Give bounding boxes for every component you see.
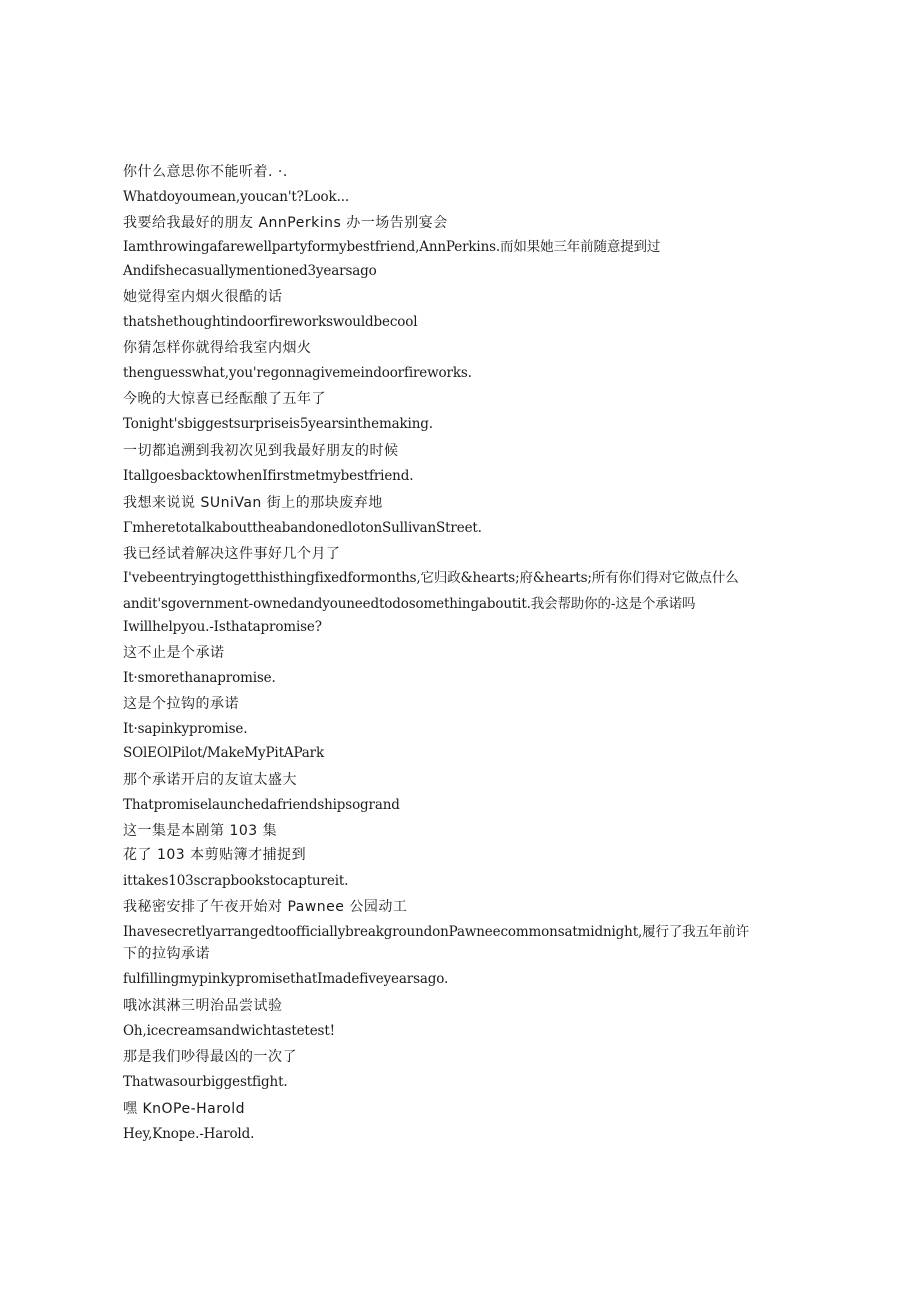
subtitle-line-zh: 这是个拉钩的承诺 [123,696,239,712]
subtitle-line-zh: 我想来说说 SUniVan 街上的那块废弃地 [123,495,383,511]
subtitle-line-en: ittakes103scrapbookstocaptureit. [123,873,349,889]
subtitle-line-en: SOlEOlPilot/MakeMyPitAPark [123,745,325,761]
subtitle-line-en: fulfillingmypinkypromisethatImadefiveyearsago. [123,971,449,987]
subtitle-line-en: ΓmheretotalkabouttheabandonedlotonSullivanStreet. [123,520,482,536]
subtitle-line-en: IhavesecretlyarrangedtoofficiallybreakgroundonPawneecommonsatmidnight,履行了我五年前许 [123,924,749,940]
subtitle-line-zh: 那是我们吵得最凶的一次了 [123,1049,297,1065]
subtitle-line-zh: 你什么意思你不能听着. ·. [123,164,288,180]
subtitle-line-en: ItallgoesbacktowhenIfirstmetmybestfriend. [123,468,414,484]
subtitle-line-en: It·sapinkypromise. [123,721,248,737]
subtitle-line-zh: 今晚的大惊喜已经酝酿了五年了 [123,391,326,407]
subtitle-line-en: Hey,Knope.-Harold. [123,1126,255,1142]
subtitle-line-zh: 这不止是个承诺 [123,645,225,661]
subtitle-line-en: andit'sgovernment-ownedandyouneedtodosomethingaboutit.我会帮助你的-这是个承诺吗 [123,596,696,612]
subtitle-line-en: Andifshecasuallymentioned3yearsago [123,263,377,279]
subtitle-line-zh: 嘿 KnOPe-Harold [123,1101,246,1117]
subtitle-line-en: It·smorethanapromise. [123,670,276,686]
subtitle-line-zh: 下的拉钩承诺 [123,946,210,962]
subtitle-line-zh: 我要给我最好的朋友 AnnPerkins 办一场告别宴会 [123,215,448,231]
subtitle-line-zh: 花了 103 本剪贴簿才捕捉到 [123,847,307,863]
subtitle-line-en: thatshethoughtindoorfireworkswouldbecool [123,314,418,330]
subtitle-line-en: thenguesswhat,you'regonnagivemeindoorfireworks. [123,365,472,381]
subtitle-line-zh: 这一集是本剧第 103 集 [123,823,278,839]
subtitle-line-en: Oh,icecreamsandwichtastetest! [123,1023,335,1039]
subtitle-line-zh: 哦冰淇淋三明治品尝试验 [123,998,283,1014]
subtitle-line-en: I'vebeentryingtogetthisthingfixedformonths,它归政&hearts;府&hearts;所有你们得对它做点什么 [123,570,739,586]
subtitle-line-en: Thatpromiselaunchedafriendshipsogrand [123,797,400,813]
subtitle-line-en: Whatdoyoumean,youcan't?Look... [123,189,349,205]
subtitle-line-zh: 我秘密安排了午夜开始对 Pawnee 公园动工 [123,899,408,915]
subtitle-line-zh: 你猜怎样你就得给我室内烟火 [123,340,312,356]
subtitle-line-zh: 她觉得室内烟火很酷的话 [123,289,283,305]
subtitle-line-en: Tonight'sbiggestsurpriseis5yearsinthemaking. [123,416,433,432]
subtitle-line-en: Thatwasourbiggestfight. [123,1074,288,1090]
subtitle-line-en: Iamthrowingafarewellpartyformybestfriend,AnnPerkins.而如果她三年前随意提到过 [123,239,661,255]
subtitle-line-zh: 我已经试着解决这件事好几个月了 [123,546,341,562]
subtitle-line-zh: 那个承诺开启的友谊太盛大 [123,772,297,788]
subtitle-line-zh: 一切都追溯到我初次见到我最好朋友的时候 [123,443,399,459]
subtitle-line-en: Iwillhelpyou.-Isthatapromise? [123,619,322,635]
